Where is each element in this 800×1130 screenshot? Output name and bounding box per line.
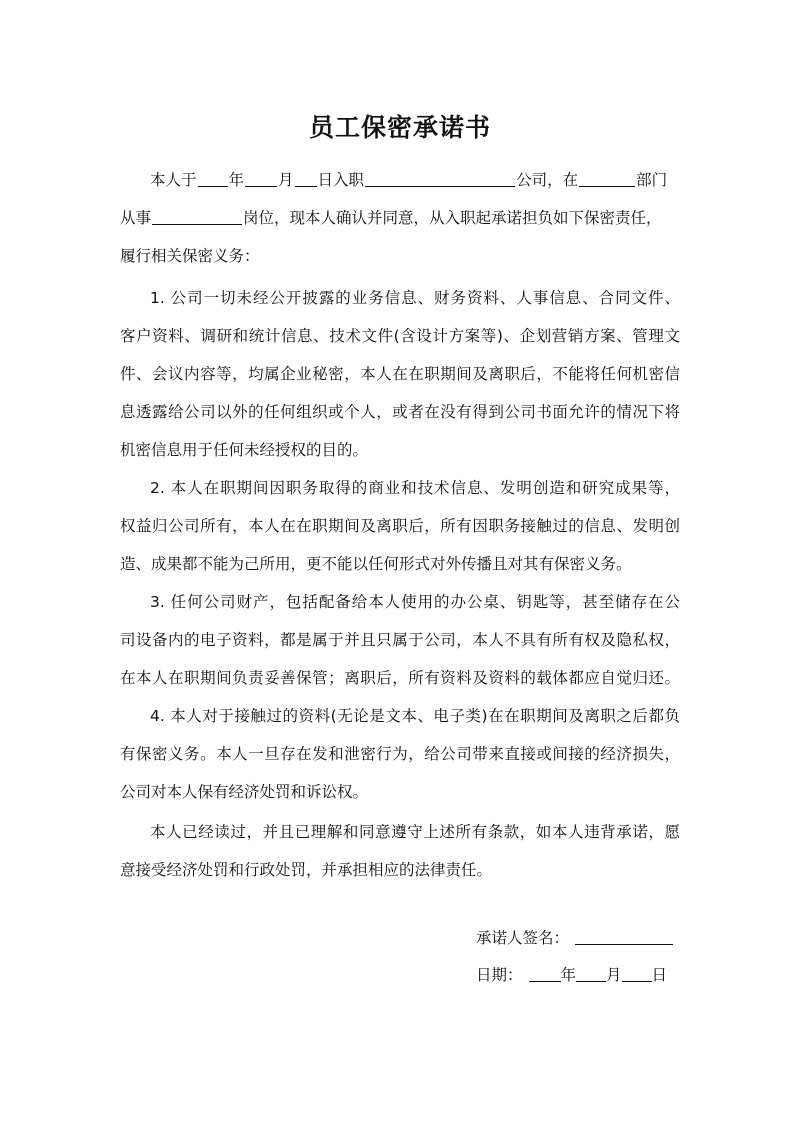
signature-label: 承诺人签名： (476, 929, 570, 947)
date-label: 日期： (476, 966, 523, 984)
intro-text: 本人于 (150, 171, 197, 189)
clause-2-line: 造、成果都不能为己所用，更不能以任何形式对外传播且对其有保密义务。 (120, 555, 632, 573)
year-blank (198, 170, 228, 187)
clause-2-line: 权益归公司所有，本人在在职期间及离职后，所有因职务接触过的信息、发明创 (120, 517, 680, 535)
signature-line (476, 928, 673, 948)
clause-1-line: 息透露给公司以外的任何组织或个人，或者在没有得到公司书面允许的情况下将 (120, 403, 680, 421)
signature-blank (575, 928, 673, 945)
intro-text: 公司，在 (516, 171, 579, 189)
clause-4-line: 公司对本人保有经济处罚和诉讼权。 (120, 783, 369, 801)
date-day-label: 日 (651, 966, 668, 984)
date-day-blank (622, 965, 652, 982)
day-blank (295, 170, 317, 187)
clause-4-line: 有保密义务。本人一旦存在发和泄密行为，给公司带来直接或间接的经济损失， (120, 745, 680, 763)
intro-text: 月 (278, 171, 294, 189)
closing-line: 本人已经读过，并且已理解和同意遵守上述所有条款，如本人违背承诺，愿 (150, 823, 680, 841)
clause-3-line: 司设备内的电子资料，都是属于并且只属于公司，本人不具有所有权及隐私权， (120, 631, 680, 649)
clause-2-line: 2. 本人在职期间因职务取得的商业和技术信息、发明创造和研究成果等， (150, 479, 680, 497)
intro-text: 从事 (120, 209, 152, 227)
date-month-blank (576, 965, 606, 982)
closing-line: 意接受经济处罚和行政处罚，并承担相应的法律责任。 (120, 861, 493, 879)
clause-1-line: 机密信息用于任何未经授权的目的。 (120, 441, 369, 459)
department-blank (579, 170, 635, 187)
clause-1-line: 客户资料、调研和统计信息、技术文件(含设计方案等)、企划营销方案、管理文 (120, 327, 680, 345)
intro-text: 日入职 (317, 171, 365, 189)
intro-text: 部门 (636, 171, 668, 189)
clause-3-line: 3. 任何公司财产，包括配备给本人使用的办公桌、钥匙等，甚至储存在公 (150, 593, 680, 611)
clause-1-line: 件、会议内容等，均属企业秘密，本人在在职期间及离职后，不能将任何机密信 (120, 365, 680, 383)
clause-3-line: 在本人在职期间负责妥善保管；离职后，所有资料及资料的载体都应自觉归还。 (120, 669, 680, 687)
clause-1-line: 1. 公司一切未经公开披露的业务信息、财务资料、人事信息、合同文件、 (150, 289, 680, 307)
intro-text: 岗位，现本人确认并同意，从入职起承诺担负如下保密责任， (243, 209, 662, 227)
clause-4-line: 4. 本人对于接触过的资料(无论是文本、电子类)在在职期间及离职之后都负 (150, 707, 680, 725)
company-blank (365, 170, 515, 187)
date-year-label: 年 (560, 966, 577, 984)
intro-line-3: 履行相关保密义务： (120, 247, 260, 265)
intro-line-1 (150, 170, 667, 190)
document-title: 员工保密承诺书 (308, 113, 491, 142)
month-blank (245, 170, 277, 187)
date-year-blank (529, 965, 561, 982)
position-blank (152, 208, 242, 225)
date-line (476, 965, 667, 985)
date-month-label: 月 (606, 966, 622, 984)
intro-text: 年 (228, 171, 245, 189)
intro-line-2 (120, 208, 662, 228)
